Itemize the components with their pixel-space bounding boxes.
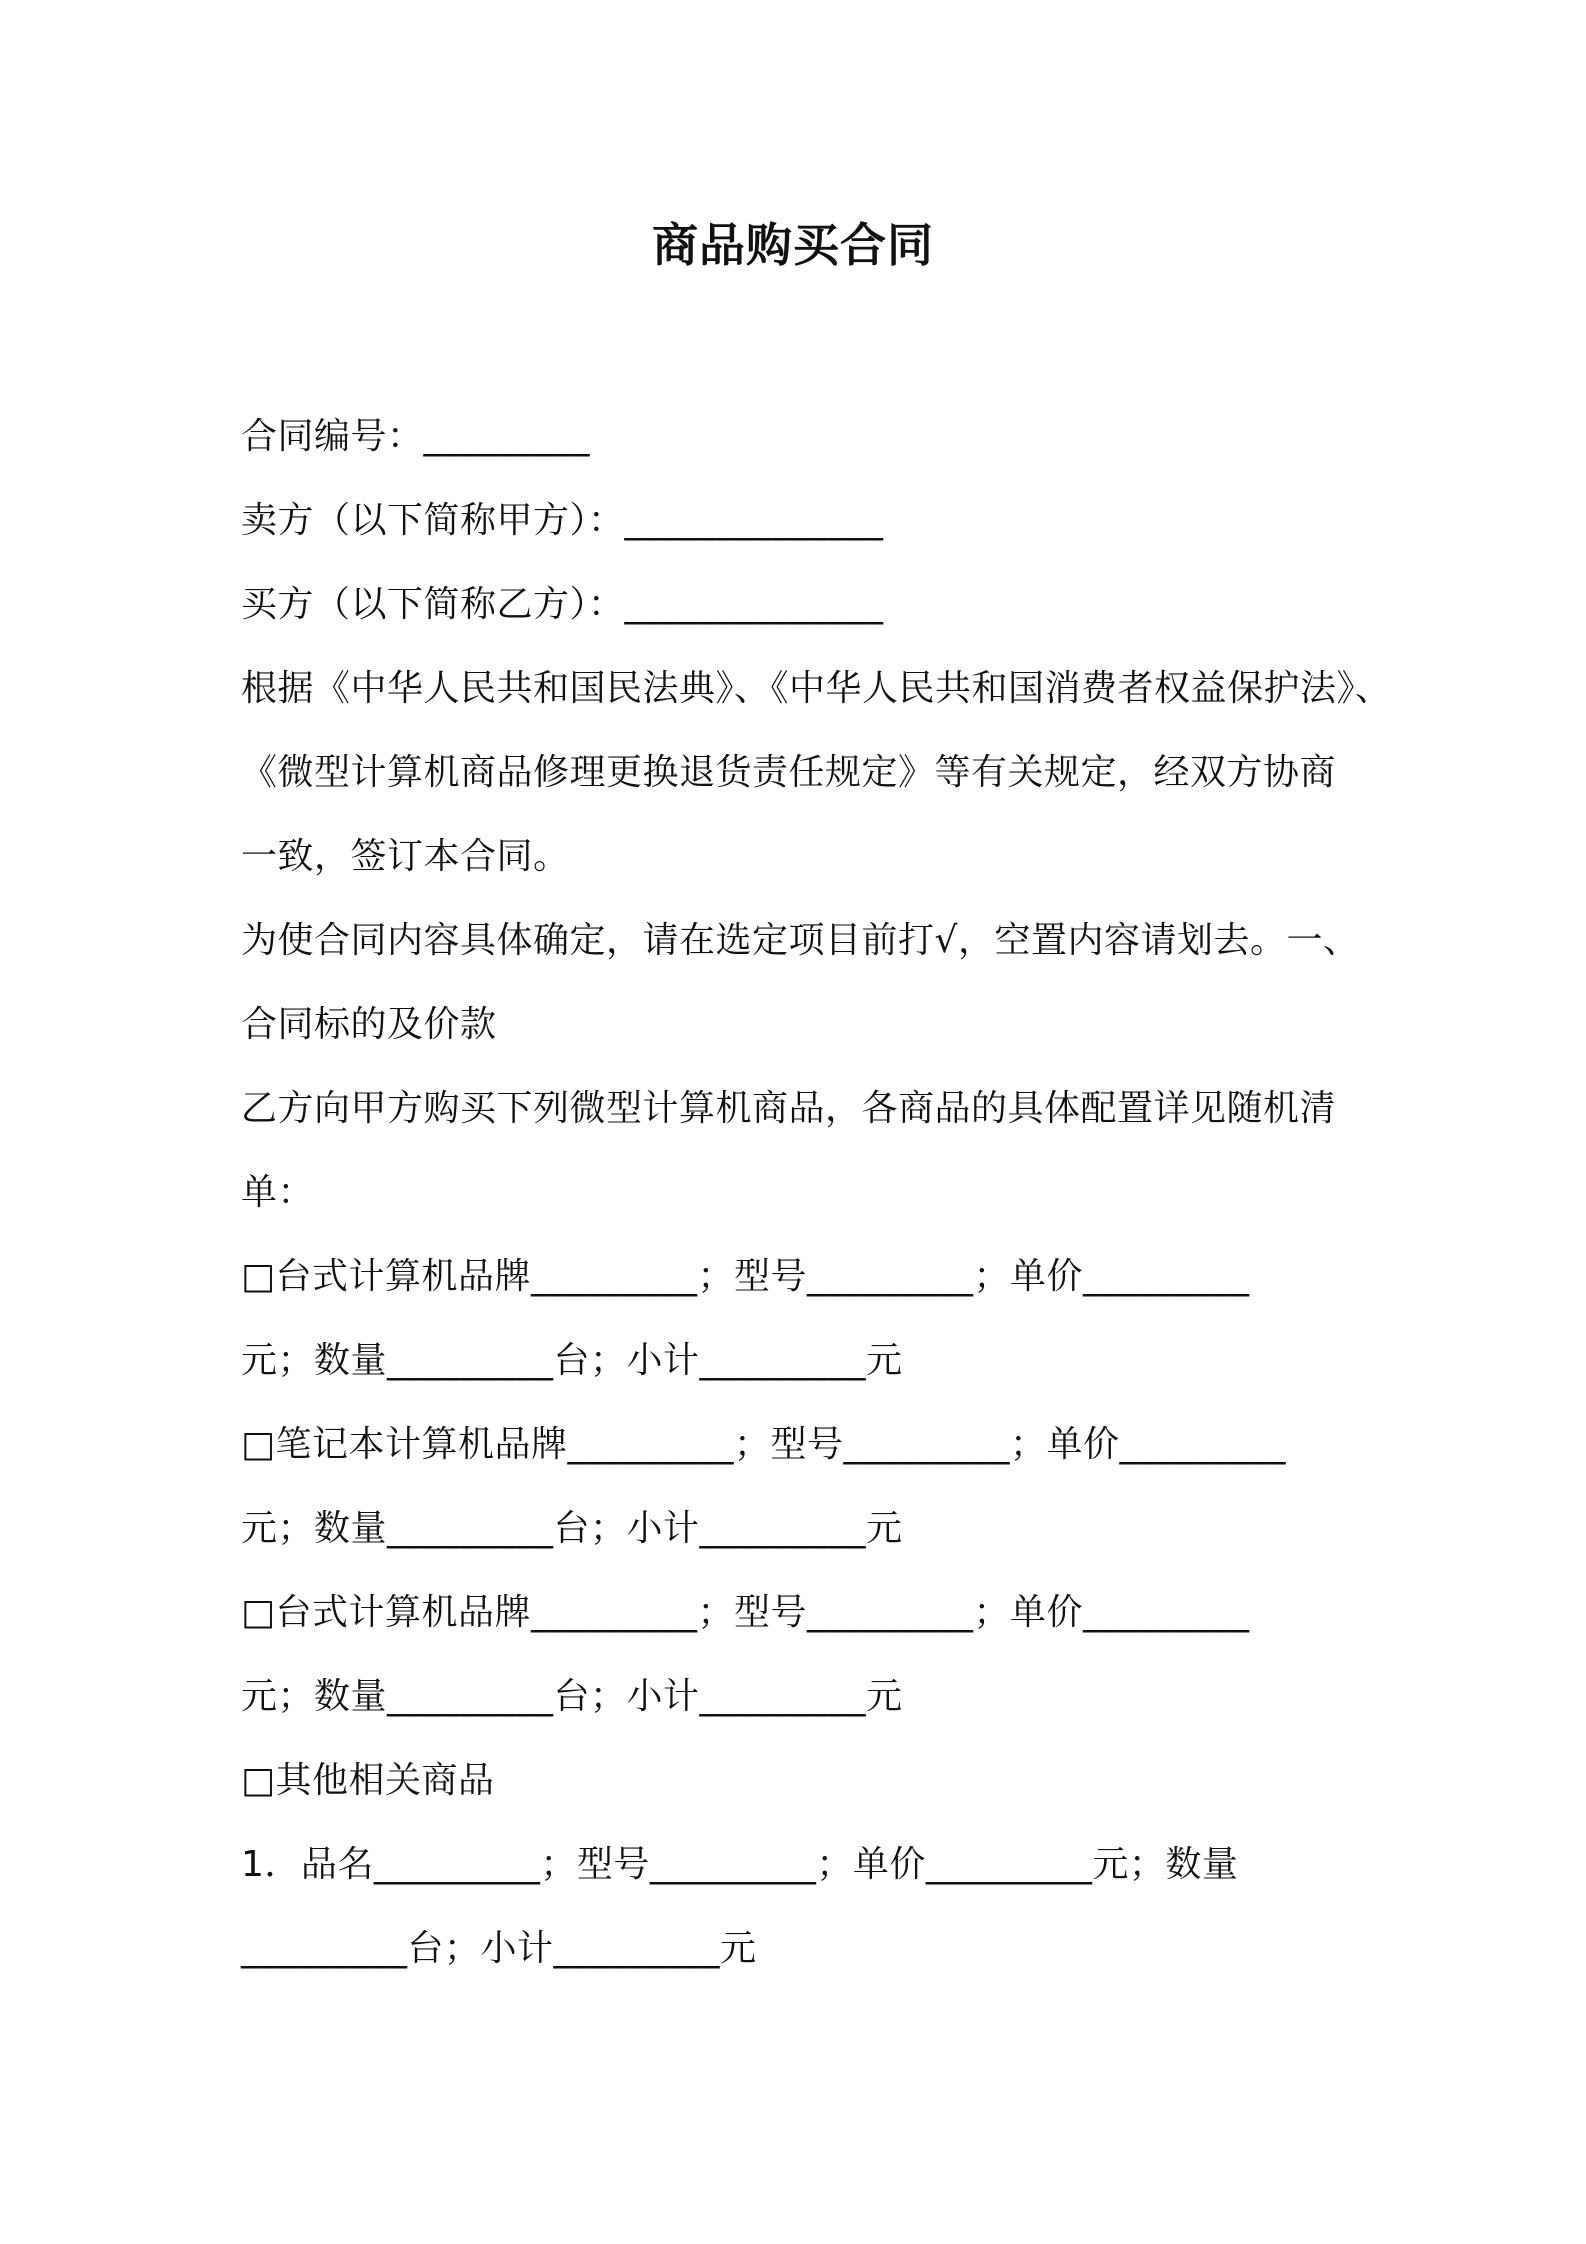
document-title: 商品购买合同 <box>652 218 934 272</box>
item-other-1-line-2: _________台；小计_________元 <box>241 1928 757 1969</box>
item-desktop-2-line-2: 元；数量_________台；小计_________元 <box>241 1676 903 1717</box>
contract-number-line: 合同编号：_________ <box>241 416 591 457</box>
purchase-intro-line-2: 单： <box>241 1172 315 1213</box>
instruction-line-1: 为使合同内容具体确定，请在选定项目前打√，空置内容请划去。一、 <box>241 920 1360 961</box>
preamble-line-1: 根据《中华人民共和国民法典》、《中华人民共和国消费者权益保护法》、 <box>241 668 1392 709</box>
item-other-heading: □其他相关商品 <box>241 1760 495 1801</box>
item-desktop-1-line-2: 元；数量_________台；小计_________元 <box>241 1340 903 1381</box>
item-other-1-line-1: 1．品名_________；型号_________；单价_________元；数量 <box>241 1844 1239 1885</box>
seller-line: 卖方（以下简称甲方）：______________ <box>241 500 884 541</box>
item-desktop-2-line-1: □台式计算机品牌_________；型号_________；单价_________ <box>241 1592 1250 1633</box>
item-laptop-line-1: □笔记本计算机品牌_________；型号_________；单价_________ <box>241 1424 1287 1465</box>
preamble-line-3: 一致，签订本合同。 <box>241 836 570 877</box>
item-laptop-line-2: 元；数量_________台；小计_________元 <box>241 1508 903 1549</box>
purchase-intro-line-1: 乙方向甲方购买下列微型计算机商品，各商品的具体配置详见随机清 <box>241 1088 1337 1129</box>
section-heading: 合同标的及价款 <box>241 1004 497 1045</box>
preamble-line-2: 《微型计算机商品修理更换退货责任规定》等有关规定，经双方协商 <box>241 752 1337 793</box>
item-desktop-1-line-1: □台式计算机品牌_________；型号_________；单价_________ <box>241 1256 1250 1297</box>
buyer-line: 买方（以下简称乙方）：______________ <box>241 584 884 625</box>
